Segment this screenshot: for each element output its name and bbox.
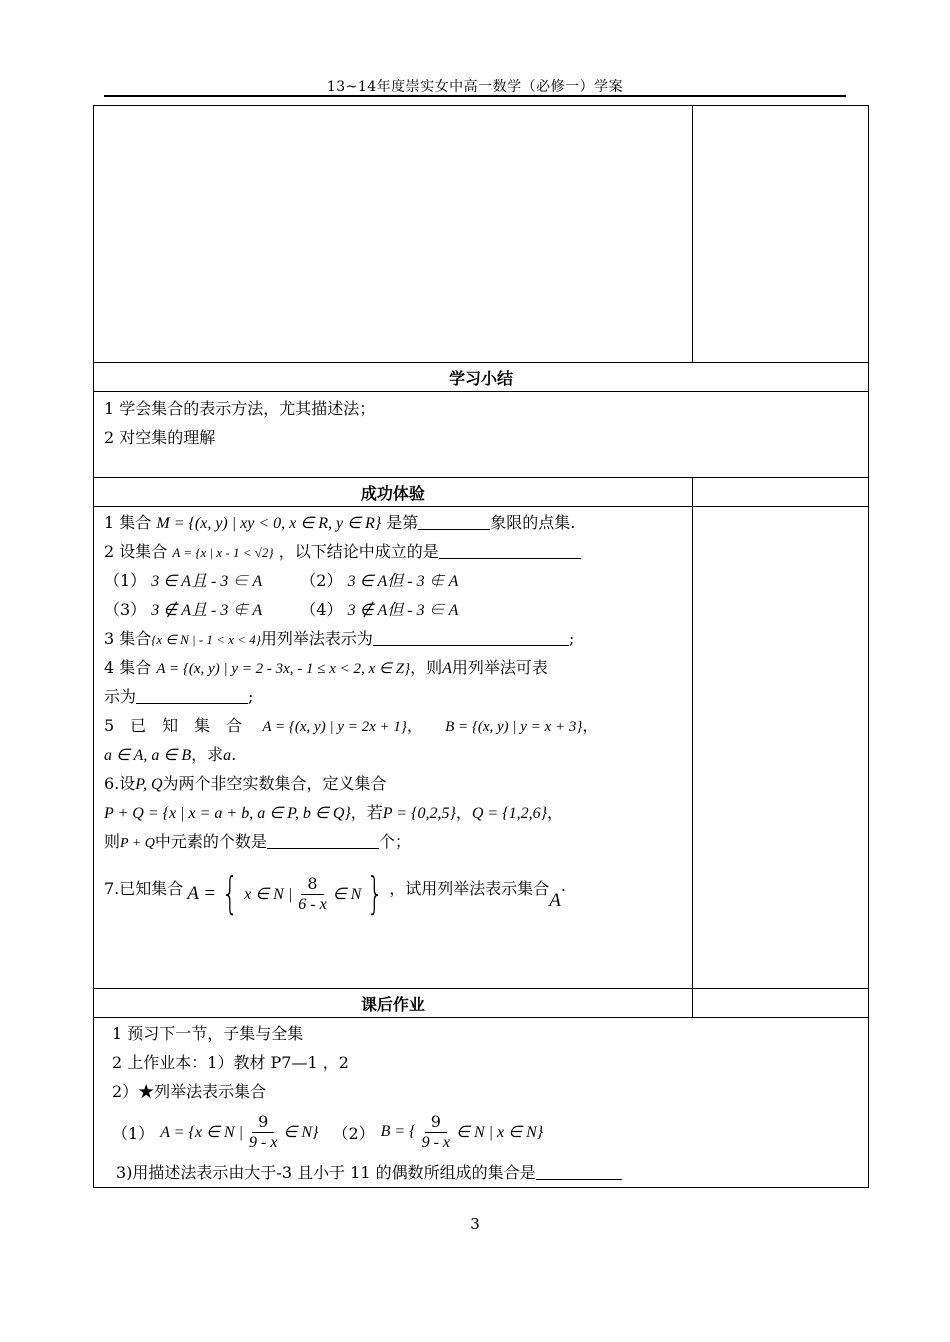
question-5-cont: a ∈ A, a ∈ B，求a. [104, 745, 237, 764]
question-1: 1 集合 M = {(x, y) | xy < 0, x ∈ R, y ∈ R} 是第 象限的点集. [104, 513, 576, 532]
hw-fraction-a: $\frac{9}{9 - x}$ [248, 1112, 278, 1151]
q6-definition: P + Q = {x | x = a + b, a ∈ P, b ∈ Q} [104, 805, 351, 822]
right-brace-icon: } [366, 868, 384, 919]
q5-set-a: A = {(x, y) | y = 2x + 1} [262, 719, 407, 735]
homework-content-row [94, 1018, 869, 1188]
hw-fraction-b: $\frac{9}{9 - x}$ [421, 1112, 451, 1151]
q2-option-4: 3 ∉ A但 - 3 ∈ A [347, 602, 459, 619]
practice-content [94, 507, 693, 989]
page-number: 3 [470, 1215, 480, 1233]
homework-item-5: 3)用描述法表示由大于-3 且小于 11 的偶数所组成的集合是 [94, 1158, 868, 1187]
q3-set: {x ∈ N | - 1 < x < 4} [151, 632, 261, 647]
homework-title-row [94, 989, 869, 1018]
q1-answer-blank[interactable] [418, 511, 490, 530]
practice-title: 成功体验 [94, 478, 693, 507]
question-6: 6.设P, Q为两个非空实数集合，定义集合 [104, 774, 387, 793]
summary-item-2: 2 对空集的理解 [104, 428, 216, 447]
q3-answer-blank[interactable] [373, 627, 569, 646]
homework-item-4: （1） A = {x ∈ N | $\frac{9}{9 - x}$ ∈ N} （2） B = { $\frac{9}{9 - x}$ ∈ N | x ∈ N} [112, 1112, 544, 1151]
q6-answer-blank[interactable] [267, 830, 379, 849]
question-4: 4 集合 A = {(x, y) | y = 2 - 3x, - 1 ≤ x < 2, x ∈ Z}，则A用列举法可表 [104, 658, 548, 677]
q7-fraction: $\frac{8}{6 - x}$ [298, 874, 327, 913]
question-4-cont: 示为 ; [104, 687, 254, 706]
question-6-ask: 则P + Q中元素的个数是 个； [104, 832, 411, 851]
summary-title: 学习小结 [94, 363, 869, 392]
q2-option-2: 3 ∈ A但 - 3 ∉ A [347, 573, 459, 590]
practice-title-row [94, 478, 869, 507]
question-7: 7.已知集合 A = { x ∈ N | $\frac{8}{6 - x}$ ∈ N } ，试用列举法表示集合 A . [104, 868, 566, 919]
q5-set-b: B = {(x, y) | y = x + 3} [445, 719, 583, 735]
q2-option-1: 3 ∈ A且 - 3 ∈ A [151, 573, 263, 590]
homework-title-side [692, 989, 868, 1018]
practice-side-cell[interactable] [692, 507, 868, 989]
summary-content [94, 392, 869, 478]
question-5: 5 已 知 集 合 A = {(x, y) | y = 2x + 1}， B = {(x, y) | y = x + 3}， [104, 716, 599, 735]
homework-item-2: 2 上作业本：1）教材 P7—1 ，2 [112, 1053, 349, 1072]
summary-content-row [94, 392, 869, 478]
homework-title: 课后作业 [94, 989, 693, 1018]
q5-condition: a ∈ A, a ∈ B [104, 747, 192, 764]
blank-section-row [94, 106, 869, 363]
question-6-def: P + Q = {x | x = a + b, a ∈ P, b ∈ Q}，若P = {0,2,5}，Q = {1,2,6}， [104, 803, 564, 822]
question-2-options-b: （3） 3 ∉ A且 - 3 ∉ A （4） 3 ∉ A但 - 3 ∈ A [104, 600, 459, 619]
q4-answer-blank[interactable] [136, 685, 248, 704]
question-2: 2 设集合 A = {x | x - 1 < √2} ，以下结论中成立的是 [94, 537, 692, 566]
hw-answer-blank[interactable] [536, 1161, 622, 1180]
summary-title-row [94, 363, 869, 392]
practice-content-row [94, 507, 869, 989]
left-brace-icon: { [221, 868, 239, 919]
header-rule [104, 95, 846, 97]
worksheet-table [93, 105, 869, 1188]
blank-side-cell[interactable] [692, 106, 868, 363]
summary-item-1: 1 学会集合的表示方法，尤其描述法； [104, 399, 376, 418]
question-3: 3 集合{x ∈ N | - 1 < x < 4}用列举法表示为 ; [104, 629, 575, 648]
question-2-options-a: （1） 3 ∈ A且 - 3 ∈ A （2） 3 ∈ A但 - 3 ∉ A [104, 571, 459, 590]
homework-content [94, 1018, 869, 1188]
practice-title-side [692, 478, 868, 507]
blank-main-cell[interactable] [94, 106, 693, 363]
q2-answer-blank[interactable] [439, 540, 581, 559]
homework-item-3: 2）★列举法表示集合 [112, 1082, 267, 1101]
q2-option-3: 3 ∉ A且 - 3 ∉ A [151, 602, 263, 619]
homework-item-1: 1 预习下一节，子集与全集 [112, 1024, 304, 1043]
q1-set: M = {(x, y) | xy < 0, x ∈ R, y ∈ R} [156, 515, 382, 532]
page-header: 13~14年度崇实女中高一数学（必修一）学案 [326, 79, 624, 95]
q4-set: A = {(x, y) | y = 2 - 3x, - 1 ≤ x < 2, x ∈ Z} [156, 661, 411, 677]
q2-set: A = {x | x - 1 < √2} [172, 545, 274, 560]
